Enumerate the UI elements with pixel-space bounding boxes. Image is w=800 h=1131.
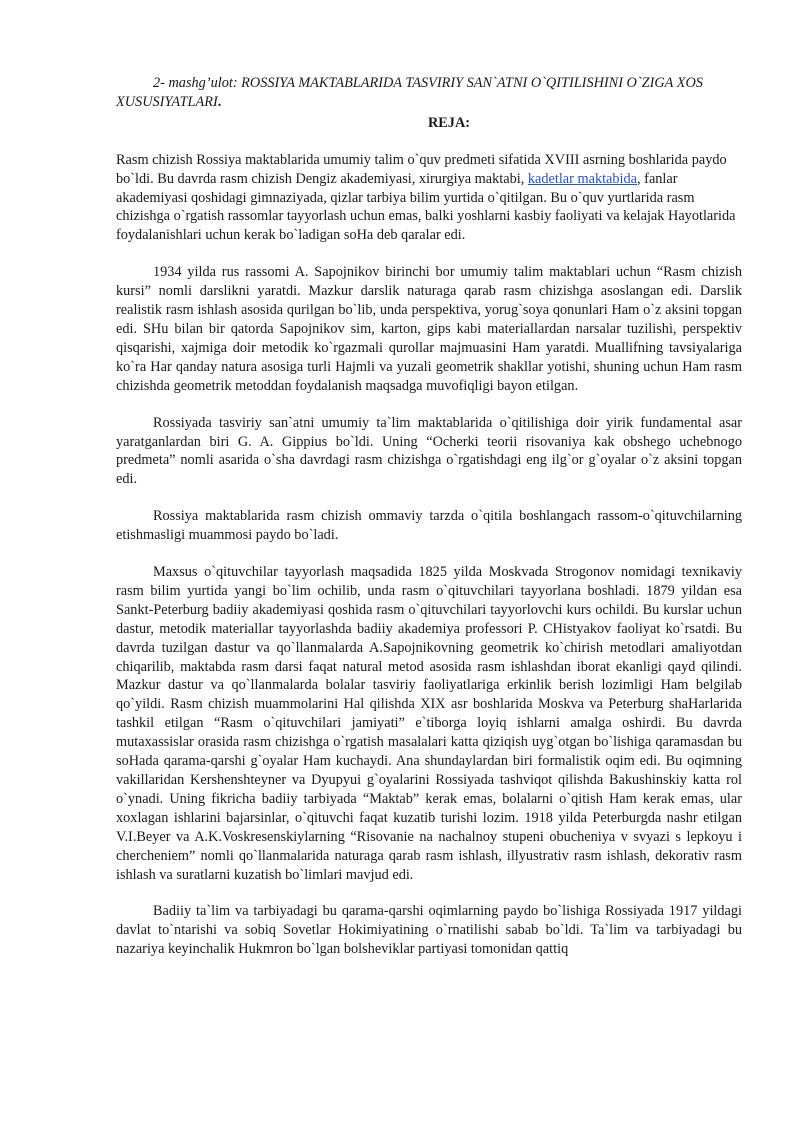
- lesson-heading-period: .: [217, 93, 222, 110]
- document-page: [116, 74, 742, 959]
- paragraph-1-text-b: , fanlar akademiyasi qoshidagi gimnaziyada, qizlar tarbiya bilim yurtida o`qitilgan. Bu o`quv yurtlarida rasm chizishga o`rgatish rassomlar tayyorlash uchun emas, balki yoshlarni kasbiy faoliyati va kelajak Hayotlarida foydalanishlari uchun kerak bo`ladigan soHa deb qaralar edi.: [116, 170, 736, 244]
- paragraph-4: Rossiya maktablarida rasm chizish ommaviy tarzda o`qitila boshlangach rassom-o`qituvchilarning etishmasligi muammosi paydo bo`ladi.: [116, 508, 742, 544]
- paragraph-1: [116, 151, 742, 246]
- paragraph-1-text-a: Rasm chizish Rossiya maktablarida umumiy talim o`quv predmeti sifatida XVIII asrning boshlarida paydo bo`ldi. Bu davrda rasm chizish Dengiz akademiyasi, xirurgiya maktabi,: [116, 151, 727, 187]
- plan-title: REJA:: [427, 114, 471, 131]
- kadetlar-maktabida-link[interactable]: kadetlar maktabida: [527, 170, 638, 187]
- lesson-heading: [116, 74, 742, 112]
- paragraph-3: Rossiyada tasviriy san`atni umumiy ta`lim maktablarida o`qitilishiga doir yirik fundamental asar yaratganlardan biri G. A. Gippius bo`ldi. Uning “Ocherki teorii risovaniya kak obshego uchebnogo predmeta” nomli asarida o`sha davrdagi rasm chizishga o`rgatishdagi eng ilg`or g`oyalar o`z aksini topgan edi.: [116, 414, 742, 488]
- paragraph-5: Maxsus o`qituvchilar tayyorlash maqsadida 1825 yilda Moskvada Strogonov nomidagi texnikaviy rasm bilim yurtida yangi bo`lim ochilib, unda rasm o`qituvchilari tayyorlana boshladi. 1879 yildan esa Sankt-Peterburg badiiy akademiyasi qoshida rasm o`qituvchilari tayyorlovchi kurs ochildi. Bu kurslar uchun dastur, metodik materiallar tayyorlashda badiiy akademiya professori P. CHistyakov faoliyat ko`rsatdi. Bu davrda tuzilgan dastur va qo`llanmalarda A.Sapojnikovning geometrik ko`chirish metodlari amaliyotdan chiqarilib, maktabda rasm darsi faqat natural metod asosida rasm ishlashdan iborat ekanligi qayd qilindi. Mazkur dastur va qo`llanmalarda bolalar tasviriy faoliyatlariga erkinlik berish lozimligi Ham belgilab qo`yildi. Rasm chizish muammolarini Hal qilishda XIX asr boshlarida Moskva va Peterburg shaHarlarida tashkil etilgan “Rasm o`qituvchilari jamiyati” e`tiborga loyiq ishlarni amalga oshirdi. Bu davrda mutaxassislar orasida rasm chizishga o`rgatish masalalari katta qiziqish uyg`otgan bo`lishiga qaramasdan bu soHada qarama-qarshi g`oyalar Ham kuchaydi. Ana shundaylardan biri formalistik oqim edi. Bu oqimning vakillaridan Kershenshteyner va Dyupyui g`oyalarini Rossiyada tashviqot qilishda Bakushinskiy katta rol o`ynadi. Uning fikricha badiiy tarbiyada “Maktab” kerak emas, bolalarni o`qitish Ham kerak emas, ular xoxlagan ishlarini bajarsinlar, o`qituvchi faqat kuzatib turishi lozim. 1918 yilda Peterburgda nashr etilgan V.I.Beyer va A.K.Voskresenskiylarning “Risovanie na nachalnoy stupeni obucheniya v svyazi s lepkoyu i chercheniem” nomli qo`llanmalarida naturaga qarab rasm ishlash, illyustrativ rasm ishlash, dekorativ rasm ishlash va suratlarni kuzatish bo`limlari mavjud edi.: [116, 564, 742, 883]
- lesson-heading-text: 2- mashg’ulot: ROSSIYA MAKTABLARIDA TASVIRIY SAN`ATNI O`QITILISHINI O`ZIGA XOS XUSUSIYATLARI: [116, 75, 703, 110]
- paragraph-2: 1934 yilda rus rassomi A. Sapojnikov birinchi bor umumiy talim maktablari uchun “Rasm chizish kursi” nomli darslikni yaratdi. Mazkur darslik naturaga qarab rasm chizishga asoslangan edi. Darslik realistik rasm ishlash asosida qurilgan bo`lib, unda perspektiva, yorug`soya qonunlari Ham o`z aksini topgan edi. SHu bilan bir qatorda Sapojnikov sim, karton, gips kabi materiallardan narsalar tuzilishi, perspektiv qisqarishi, xajmiga doir metodik ko`rgazmali qurollar majmuasini Ham yaratdi. Muallifning tavsiyalariga ko`ra Har qanday natura asosiga turli Hajmli va yuzali geometrik shakllar yotishi, shuning uchun Ham rasm chizishda geometrik metoddan foydalanish maqsadga muvofiqligi bayon etilgan.: [116, 264, 742, 394]
- paragraph-6: Badiiy ta`lim va tarbiyadagi bu qarama-qarshi oqimlarning paydo bo`lishiga Rossiyada 1917 yildagi davlat to`ntarishi va sobiq Sovetlar Hokimiyatining o`rnatilishi sabab bo`ldi. Ta`lim va tarbiyadagi bu nazariya keyinchalik Hukmron bo`lgan bolsheviklar partiyasi tomonidan qattiq: [116, 903, 742, 958]
